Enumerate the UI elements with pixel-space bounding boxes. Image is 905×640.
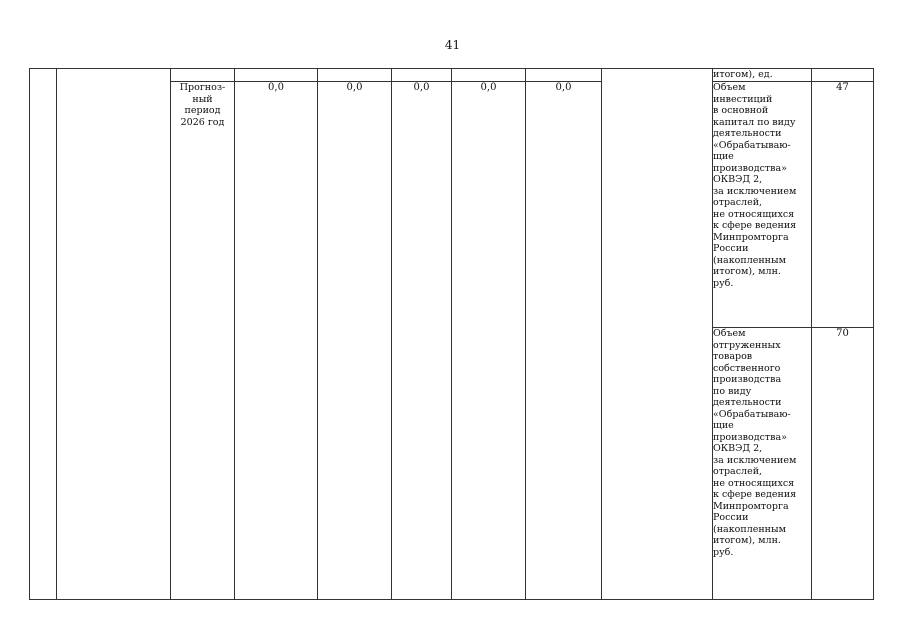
indicator-line: за исключением	[713, 454, 797, 466]
responsible-cell	[602, 69, 713, 600]
indicator-line: в основной	[713, 105, 769, 116]
indicator-carry-over	[713, 69, 812, 82]
prev-target-cell	[812, 69, 874, 82]
indicator-line: не относящихся	[713, 477, 795, 489]
period-line: Прогноз-	[179, 82, 226, 93]
indicator-line: (накопленным	[713, 254, 786, 266]
indicator-line: производства»	[713, 162, 787, 174]
value-cell: 0,0	[235, 82, 318, 600]
indicator-line: ОКВЭД 2,	[713, 443, 763, 454]
prev-value-cell	[392, 69, 452, 82]
indicator-line: России	[713, 243, 749, 254]
indicator-line: Минпромторга	[713, 500, 789, 512]
indicator-line: отраслей,	[713, 197, 763, 208]
indicator-line: руб.	[713, 277, 734, 289]
value-cell: 0,0	[392, 82, 452, 600]
indicator-line: капитал по виду	[713, 116, 796, 128]
indicator-cell	[713, 328, 812, 600]
period-line: 2026 год	[180, 116, 225, 128]
value-cell: 0,0	[452, 82, 526, 600]
indicator-line: инвестиций	[713, 93, 773, 105]
indicator-line: «Обрабатываю-	[713, 139, 791, 151]
period-line: период	[184, 105, 221, 116]
indicator-line: за исключением	[713, 185, 797, 197]
indicator-line: щие	[713, 151, 734, 162]
prev-value-cell	[235, 69, 318, 82]
prev-value-cell	[318, 69, 392, 82]
indicator-line: Объем	[713, 82, 746, 93]
indicator-line: щие	[713, 420, 734, 431]
prev-value-cell	[452, 69, 526, 82]
indicator-line: отраслей,	[713, 466, 763, 477]
indicator-line: Минпромторга	[713, 231, 789, 243]
indicator-line: деятельности	[713, 397, 782, 408]
indicator-line: руб.	[713, 546, 734, 558]
indicator-line: собственного	[713, 362, 781, 374]
target-value-cell: 47	[812, 82, 874, 328]
prev-value-cell	[526, 69, 602, 82]
period-line: ный	[192, 93, 213, 105]
indicator-line: по виду	[713, 385, 752, 397]
indicator-line: России	[713, 512, 749, 523]
indicator-line: к сфере ведения	[713, 489, 797, 500]
indicator-line: итогом), ед.	[713, 69, 773, 80]
indicator-line: производства»	[713, 431, 787, 443]
indicator-line: товаров	[713, 351, 753, 362]
indicator-line: производства	[713, 374, 782, 385]
indicator-line: не относящихся	[713, 208, 795, 220]
indicator-line: деятельности	[713, 128, 782, 139]
indicator-cell	[713, 82, 812, 328]
indicator-line: отгруженных	[713, 339, 781, 351]
indicator-line: ОКВЭД 2,	[713, 174, 763, 185]
event-name-cell	[57, 69, 171, 600]
indicator-line: итогом), млн.	[713, 535, 781, 546]
row-number-cell	[30, 69, 57, 600]
indicator-line: «Обрабатываю-	[713, 408, 791, 420]
target-value-cell: 70	[812, 328, 874, 600]
indicator-line: к сфере ведения	[713, 220, 797, 231]
indicator-line: итогом), млн.	[713, 266, 781, 277]
value-cell: 0,0	[526, 82, 602, 600]
prev-period-cell	[171, 69, 235, 82]
value-cell: 0,0	[318, 82, 392, 600]
indicator-line: Объем	[713, 328, 746, 339]
indicator-line: (накопленным	[713, 523, 786, 535]
period-cell	[171, 82, 235, 600]
continuation-table	[29, 68, 874, 600]
page-number: 41	[444, 38, 461, 52]
